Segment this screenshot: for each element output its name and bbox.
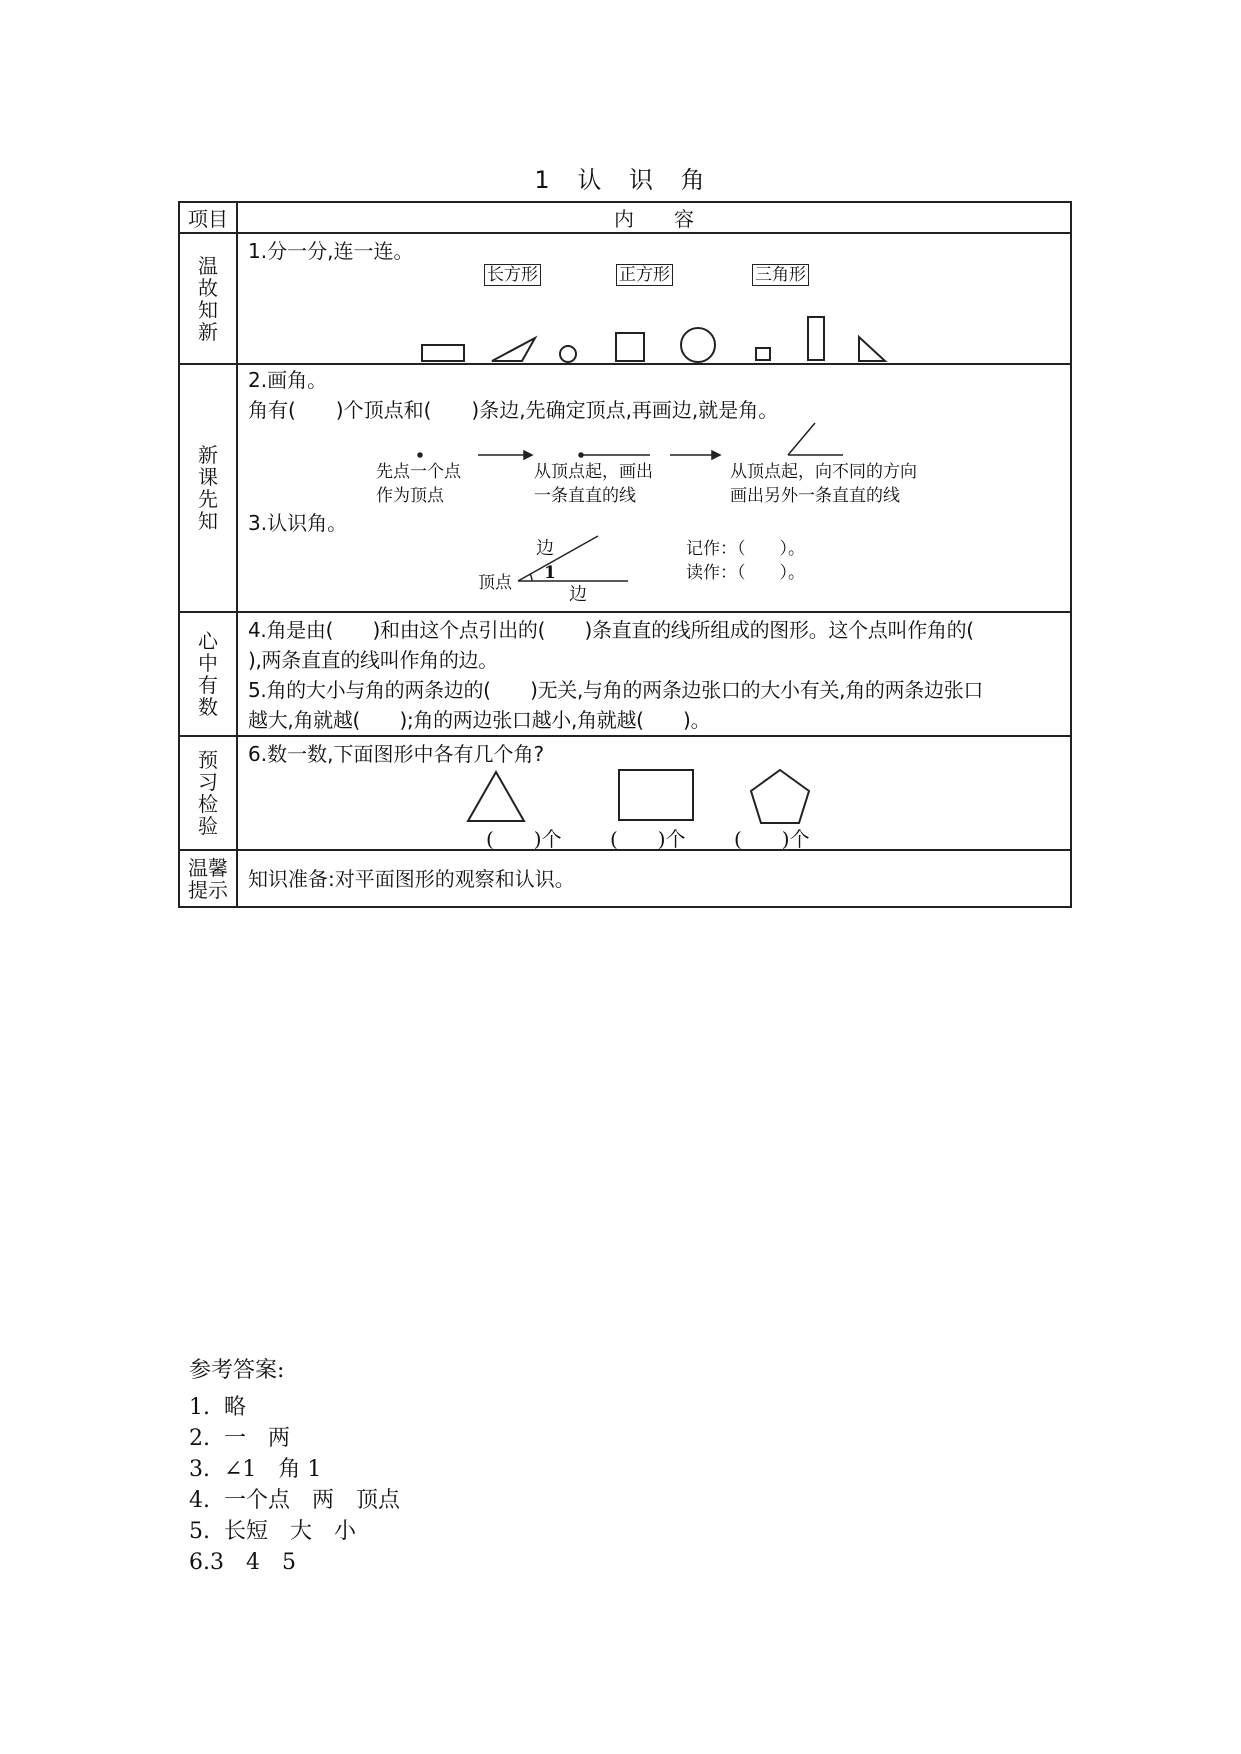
question-3: 3.认识角。 xyxy=(248,511,348,535)
answer-line: 5. 长短 大 小 xyxy=(189,1519,356,1544)
diagram-vertex-label: 顶点 xyxy=(478,573,512,593)
row-label-mind: 心 中 有 数 xyxy=(179,612,237,736)
angle-arc xyxy=(530,574,532,581)
label-box-triangle: 三角形 xyxy=(752,264,809,286)
pentagon-figure xyxy=(751,770,809,823)
right-triangle-shape xyxy=(859,337,885,361)
step-1-text: 先点一个点 作为顶点 xyxy=(376,462,461,506)
answer-line: 1. 略 xyxy=(189,1395,246,1420)
label-box-rectangle: 长方形 xyxy=(484,264,541,286)
diagram-side-top-label: 边 xyxy=(536,538,554,559)
header-item: 项目 xyxy=(179,202,237,233)
question-4-line-2: ),两条直直的线叫作角的边。 xyxy=(248,648,498,672)
question-5-line-2: 越大,角就越( );角的两边张口越小,角就越( )。 xyxy=(248,708,711,732)
angle-diagram xyxy=(238,365,1070,613)
answer-line: 3. ∠1 角 1 xyxy=(189,1457,322,1482)
answer-section xyxy=(189,1355,400,1578)
step-3-text: 从顶点起，向不同的方向 画出另外一条直直的线 xyxy=(730,462,917,506)
row-label-tip: 温馨 提示 xyxy=(179,850,237,907)
rectangle-shape xyxy=(422,345,464,361)
question-5-line-1: 5.角的大小与角的两条边的( )无关,与角的两条边张口的大小有关,角的两条边张口 xyxy=(248,678,984,702)
row-label-check: 预 习 检 验 xyxy=(179,736,237,850)
diagram-angle-number: 1 xyxy=(544,563,556,583)
triangle-shape xyxy=(492,338,535,361)
step-2-text: 从顶点起，画出 一条直直的线 xyxy=(534,462,653,506)
question-2-text: 角有( )个顶点和( )条边,先确定顶点,再画边,就是角。 xyxy=(248,398,779,422)
circle-shape xyxy=(681,328,715,362)
question-4-line-1: 4.角是由( )和由这个点引出的( )条直直的线所组成的图形。这个点叫作角的( xyxy=(248,618,974,642)
blank-rectangle: ( )个 xyxy=(610,827,686,851)
small-square-shape xyxy=(756,348,770,360)
triangle-figure xyxy=(468,772,524,821)
title-char: 识 xyxy=(628,166,655,194)
question-6: 6.数一数,下面图形中各有几个角? xyxy=(248,742,545,766)
small-circle-shape xyxy=(560,346,576,362)
diagram-side-bottom-label: 边 xyxy=(569,584,587,605)
title-char: 认 xyxy=(577,166,604,194)
blank-pentagon: ( )个 xyxy=(734,827,810,851)
answer-line: 4. 一个点 两 顶点 xyxy=(189,1488,400,1513)
worksheet-table xyxy=(178,201,1072,908)
row-label-new: 新 课 先 知 xyxy=(179,364,237,612)
answer-line: 2. 一 两 xyxy=(189,1426,290,1451)
row-label-review: 温 故 知 新 xyxy=(179,233,237,364)
shapes-row xyxy=(238,234,1070,365)
tall-rectangle-shape xyxy=(808,317,824,360)
record-as: 记作：（ ）。 xyxy=(686,539,805,559)
header-content: 内 容 xyxy=(237,202,1071,233)
question-1: 1.分一分,连一连。 xyxy=(248,239,414,263)
tip-content xyxy=(237,850,1071,907)
rectangle-figure xyxy=(619,770,693,820)
read-as: 读作：（ ）。 xyxy=(686,563,805,583)
title-number: 1 xyxy=(534,166,552,194)
blank-triangle: ( )个 xyxy=(486,827,562,851)
question-2: 2.画角。 xyxy=(248,368,328,392)
answer-line: 6.3 4 5 xyxy=(189,1550,296,1575)
label-box-square: 正方形 xyxy=(616,264,673,286)
square-shape xyxy=(616,333,644,361)
page-title xyxy=(0,160,1241,195)
answers-heading: 参考答案: xyxy=(189,1358,285,1383)
new-content xyxy=(237,364,1071,612)
title-char: 角 xyxy=(680,166,707,194)
mind-content xyxy=(237,612,1071,736)
review-content xyxy=(237,233,1071,364)
tip-text: 知识准备:对平面图形的观察和认识。 xyxy=(248,866,575,891)
check-content xyxy=(237,736,1071,850)
